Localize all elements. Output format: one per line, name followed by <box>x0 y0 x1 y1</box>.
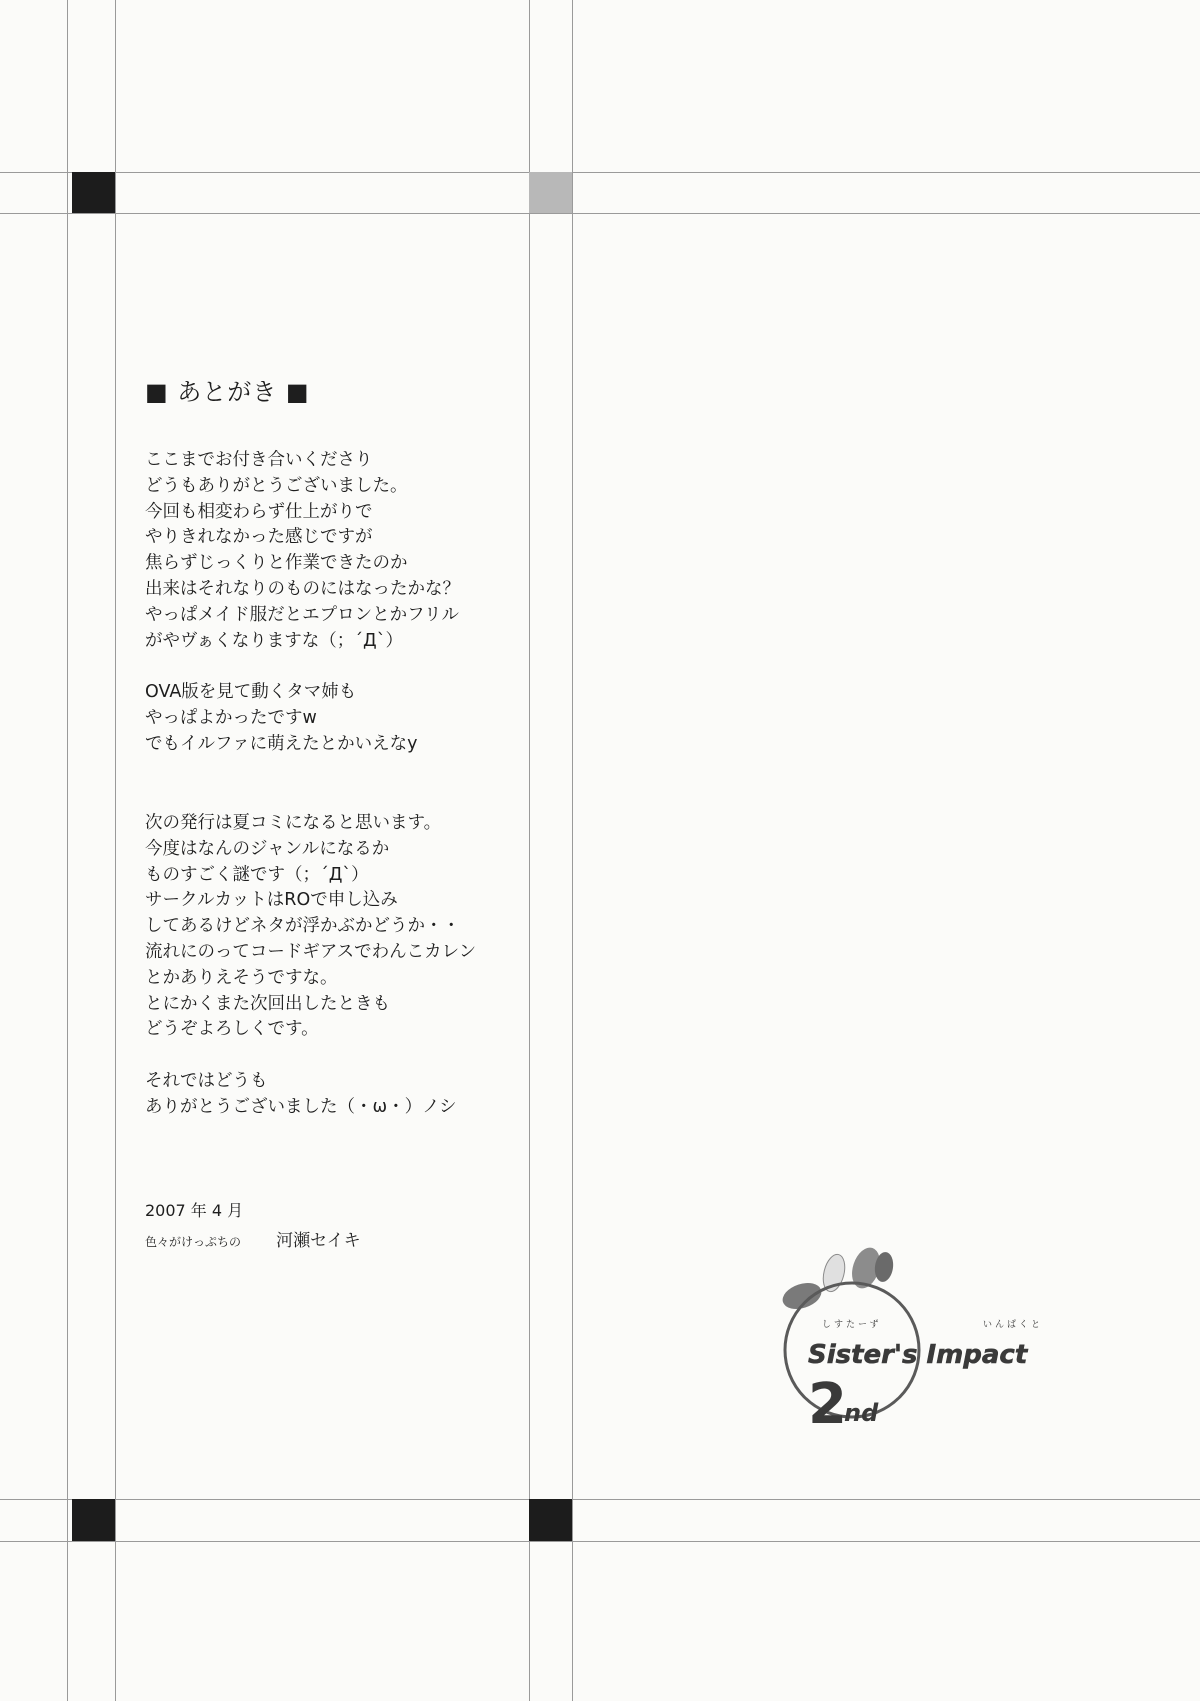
signature-date: 2007 年 4 月 <box>145 1201 244 1220</box>
frame-vline-4 <box>572 0 573 1701</box>
afterword-body-4 <box>145 1069 545 1121</box>
frame-block-bottom-left <box>72 1499 115 1541</box>
frame-hline-2 <box>0 213 1200 214</box>
afterword-body-2 <box>145 680 545 757</box>
text-line: それではどうも <box>145 1071 268 1091</box>
text-line: ありがとうございました（・ω・）ノシ <box>145 1096 457 1117</box>
afterword-heading: ■ あとがき ■ <box>145 378 310 406</box>
text-line: とかありえそうですな。 <box>145 967 338 988</box>
text-line: やっぱメイド服だとエプロンとかフリル <box>145 604 459 625</box>
afterword-paragraph <box>145 448 545 654</box>
text-line: 今回も相変わらず仕上がりで <box>145 501 373 522</box>
logo-edition-number: 2 <box>808 1372 847 1437</box>
text-line: がやヴぁくなりますな（；´Д`） <box>145 630 403 651</box>
signature <box>145 1226 361 1251</box>
afterword-body <box>145 448 545 654</box>
text-line: 流れにのってコードギアスでわんこカレン <box>145 941 477 962</box>
afterword-paragraph <box>145 680 545 757</box>
afterword-body-3 <box>145 811 545 1043</box>
text-line: とにかくまた次回出したときも <box>145 993 390 1014</box>
text-line: してあるけどネタが浮かぶかどうか・・ <box>145 916 460 937</box>
text-line: やっぱよかったですw <box>145 707 317 728</box>
frame-vline-2 <box>115 0 116 1701</box>
frame-block-top-right <box>529 172 572 213</box>
logo-ruby-left: しすたーず <box>822 1320 882 1330</box>
text-line: やりきれなかった感じですが <box>145 527 373 548</box>
frame-hline-3 <box>0 1499 1200 1500</box>
text-line: OVA版を見て動くタマ姉も <box>145 682 357 702</box>
frame-block-bottom-right <box>529 1499 572 1541</box>
afterword-paragraph <box>145 1069 545 1121</box>
frame-hline-4 <box>0 1541 1200 1542</box>
text-line: 今度はなんのジャンルになるか <box>145 838 390 859</box>
text-line: どうぞよろしくです。 <box>145 1019 319 1040</box>
circle-name: 色々がけっぷちの <box>145 1235 242 1249</box>
afterword-paragraph <box>145 811 545 1043</box>
text-line: ものすごく謎です（；´Д`） <box>145 864 369 885</box>
author-name: 河瀬セイキ <box>276 1231 361 1251</box>
text-line: サークルカットはROで申し込み <box>145 890 398 911</box>
logo-petals <box>780 1244 895 1314</box>
text-line: 次の発行は夏コミになると思います。 <box>145 813 442 833</box>
sisters-impact-logo <box>780 1240 1120 1470</box>
logo-edition-suffix: nd <box>844 1399 879 1427</box>
frame-hline-1 <box>0 172 1200 173</box>
text-line: 焦らずじっくりと作業できたのか <box>145 553 408 574</box>
text-line: どうもありがとうございました。 <box>145 475 408 496</box>
logo-title: Sister's Impact <box>808 1340 1028 1370</box>
frame-block-top-left <box>72 172 115 213</box>
frame-vline-1 <box>67 0 68 1701</box>
text-line: ここまでお付き合いくださり <box>145 450 373 470</box>
text-line: 出来はそれなりのものにはなったかな？ <box>145 578 460 599</box>
text-line: でもイルファに萌えたとかいえなy <box>145 733 418 754</box>
logo-ruby-right: いんぱくと <box>983 1320 1044 1330</box>
